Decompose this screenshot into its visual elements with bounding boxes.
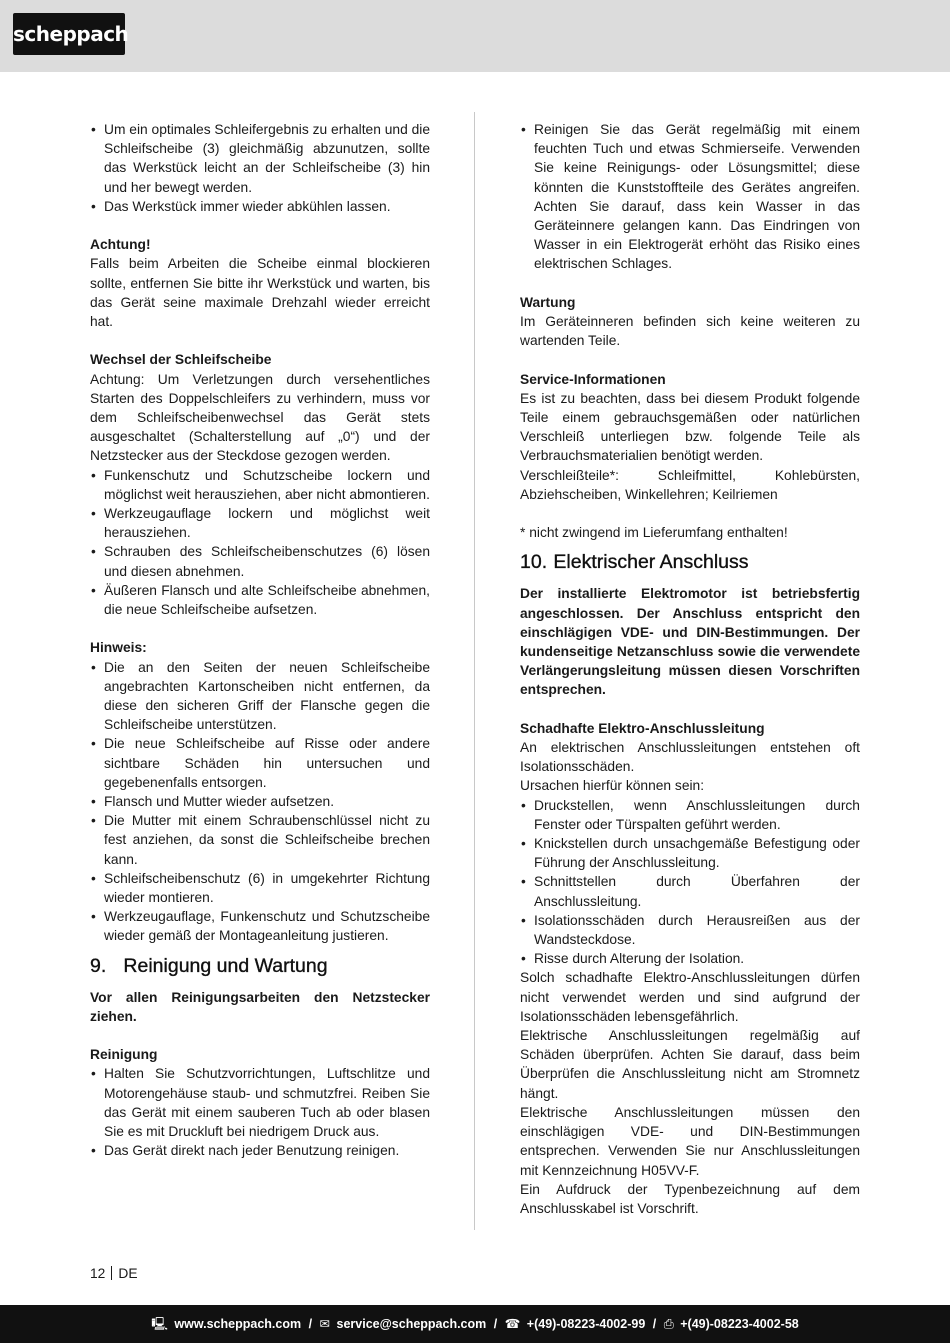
page-number — [90, 1265, 138, 1283]
list-item: • Risse durch Alterung der Isolation. — [520, 949, 860, 968]
fax-icon: ⎙ — [663, 1317, 674, 1331]
envelope-icon: ✉ — [319, 1317, 331, 1331]
cleaning-tips-list — [520, 120, 860, 274]
section-10-title-text: Elektrischer Anschluss — [553, 551, 749, 574]
schadhaft-heading: Schadhafte Elektro-Anschlussleitung — [520, 720, 765, 736]
section-10-intro: Der installierte Elektromotor ist betriebsfertig angeschlossen. Der Anschluss entspricht den einschlägigen VDE- und DIN-Bestimmungen. Der kundenseitige Netzanschluss sowie die verwendete Verlängerungsleitung müssen diesen Vorschriften entsprechen. — [520, 586, 860, 698]
paragraph: Elektrische Anschlussleitungen regelmäßig auf Schäden überprüfen. Achten Sie darauf, dass beim Überprüfen die Anschlussleitung nicht am Stromnetz hängt. — [520, 1028, 860, 1101]
list-item: • Das Gerät direkt nach jeder Benutzung reinigen. — [90, 1141, 430, 1160]
list-item: • Druckstellen, wenn Anschlussleitungen durch Fenster oder Türspalten geführt werden. — [520, 796, 860, 834]
service-heading: Service-Informationen — [520, 371, 666, 387]
page-number-separator — [111, 1266, 112, 1280]
schadhaft-text-2: Ursachen hierfür können sein: — [520, 778, 705, 794]
grinding-tips-list — [90, 120, 430, 216]
list-item: • Die Mutter mit einem Schraubenschlüssel nicht zu fest anziehen, da sonst die Schleifscheibe brechen kann. — [90, 811, 430, 869]
list-item: • Die neue Schleifscheibe auf Risse oder andere sichtbare Schäden hin untersuchen und gegebenenfalls entsorgen. — [90, 734, 430, 792]
wartung-text: Im Geräteinneren befinden sich keine weiteren zu wartenden Teile. — [520, 314, 860, 349]
schadhaft-text-1: An elektrischen Anschlussleitungen entstehen oft Isolationsschäden. — [520, 740, 860, 775]
paragraph: Ein Aufdruck der Typenbezeichnung auf dem Anschlusskabel ist Vorschrift. — [520, 1181, 860, 1216]
section-9-title — [90, 954, 430, 978]
verschleiss-text: Verschleißteile*: Schleifmittel, Kohlebürsten, Abziehscheiben, Winkellehren; Keilriemen — [520, 467, 860, 502]
list-item: • Halten Sie Schutzvorrichtungen, Luftschlitze und Motorengehäuse staub- und schmutzfrei. Reiben Sie das Gerät mit einem sauberen Tuch ab oder blasen Sie es mit Druckluft bei niedrigem Druck aus. — [90, 1064, 430, 1141]
wechsel-heading: Wechsel der Schleifscheibe — [90, 352, 272, 368]
list-item: • Schrauben des Schleifscheibenschutzes (6) lösen und diesen abnehmen. — [90, 542, 430, 580]
scheppach-logo: scheppach — [13, 13, 125, 55]
achtung-text: Falls beim Arbeiten die Scheibe einmal blockieren sollte, entfernen Sie bitte ihr Werkstück und warten, bis das Gerät seine maximale Drehzahl wieder erreicht hat. — [90, 256, 430, 330]
footer-bar: 🖳 www.scheppach.com / ✉ service@scheppach.com / ☎ +(49)-08223-4002-99 / ⎙ +(49)-08223-4002-58 — [0, 1305, 950, 1343]
wechsel-steps-list — [90, 466, 430, 620]
page-number-value: 12 — [90, 1266, 106, 1281]
list-item: • Um ein optimales Schleifergebnis zu erhalten und die Schleifscheibe (3) gleichmäßig abzunutzen, sollte das Werkstück leicht an der Schleifscheibe (3) hin und her bewegt werden. — [90, 120, 430, 197]
reinigung-heading: Reinigung — [90, 1047, 158, 1063]
list-item: • Schnittstellen durch Überfahren der Anschlussleitung. — [520, 872, 860, 910]
footer-email-link[interactable]: service@scheppach.com — [336, 1317, 487, 1331]
list-item: • Äußeren Flansch und alte Schleifscheibe abnehmen, die neue Schleifscheibe aufsetzen. — [90, 581, 430, 619]
hinweis-heading: Hinweis: — [90, 640, 147, 656]
column-divider — [474, 112, 475, 1230]
reinigung-list — [90, 1064, 430, 1160]
section-10-title — [520, 550, 860, 574]
schadhaft-list — [520, 796, 860, 969]
wechsel-text: Achtung: Um Verletzungen durch versehentliches Starten des Doppelschleifers zu verhindern, muss vor dem Schleifscheibenwechsel das Gerät stets ausgeschaltet (Schalterstellung auf „0“) und der Netzstecker aus der Steckdose gezogen werden. — [90, 371, 430, 464]
phone-icon: ☎ — [504, 1317, 521, 1331]
section-10-number: 10. — [520, 551, 548, 574]
section-9-number: 9. — [90, 954, 107, 977]
list-item: • Das Werkstück immer wieder abkühlen lassen. — [90, 197, 430, 216]
list-item: • Reinigen Sie das Gerät regelmäßig mit einem feuchten Tuch und etwas Schmierseife. Verwenden Sie keine Reinigungs- oder Lösungsmittel; diese könnten die Kunststoffteile des Gerätes angreifen. Achten Sie darauf, dass kein Wasser in das Geräteinnere gelangen kann. Das Eindringen von Wasser in ein Elektrogerät erhöht das Risiko eines elektrischen Schlages. — [520, 120, 860, 274]
list-item: • Funkenschutz und Schutzscheibe lockern und möglichst weit herausziehen, aber nicht abmontieren. — [90, 466, 430, 504]
service-text: Es ist zu beachten, dass bei diesem Produkt folgende Teile einem gebrauchsgemäßen oder natürlichen Verschleiß unterliegen bzw. folgende Teile als Verbrauchsmaterialien benötigt werden. — [520, 390, 860, 464]
monitor-icon: 🖳 — [151, 1317, 168, 1331]
list-item: • Flansch und Mutter wieder aufsetzen. — [90, 792, 430, 811]
list-item: • Knickstellen durch unsachgemäße Befestigung oder Führung der Anschlussleitung. — [520, 834, 860, 872]
left-column — [90, 120, 430, 1161]
list-item: • Schleifscheibenschutz (6) in umgekehrter Richtung wieder montieren. — [90, 869, 430, 907]
paragraph: Elektrische Anschlussleitungen müssen den einschlägigen VDE- und DIN-Bestimmungen entsprechen. Verwenden Sie nur Anschlussleitungen mit Kennzeichnung H05VV-F. — [520, 1104, 860, 1178]
footer-phone: +(49)-08223-4002-99 — [526, 1317, 646, 1331]
footer-fax: +(49)-08223-4002-58 — [680, 1317, 799, 1331]
section-9-intro: Vor allen Reinigungsarbeiten den Netzstecker ziehen. — [90, 989, 430, 1024]
achtung-heading: Achtung! — [90, 237, 151, 253]
header-bar — [0, 0, 950, 72]
list-item: • Werkzeugauflage lockern und möglichst weit herausziehen. — [90, 504, 430, 542]
page-language: DE — [118, 1266, 138, 1281]
section-9-title-text: Reinigung und Wartung — [123, 954, 328, 977]
list-item: • Werkzeugauflage, Funkenschutz und Schutzscheibe wieder gemäß der Montageanleitung justieren. — [90, 907, 430, 945]
list-item: • Die an den Seiten der neuen Schleifscheibe angebrachten Kartonscheiben nicht entfernen, da diese den sicheren Griff der Flansche gegen die Schleifscheibe unterstützen. — [90, 658, 430, 735]
footer-website-link[interactable]: www.scheppach.com — [174, 1317, 302, 1331]
list-item: • Isolationsschäden durch Herausreißen aus der Wandsteckdose. — [520, 911, 860, 949]
wartung-heading: Wartung — [520, 294, 576, 310]
paragraph: Solch schadhafte Elektro-Anschlussleitungen dürfen nicht verwendet werden und sind aufgrund der Isolationsschäden lebensgefährlich. — [520, 970, 860, 1024]
hinweis-list — [90, 658, 430, 946]
right-column — [520, 120, 860, 1218]
footnote: * nicht zwingend im Lieferumfang enthalten! — [520, 525, 788, 541]
